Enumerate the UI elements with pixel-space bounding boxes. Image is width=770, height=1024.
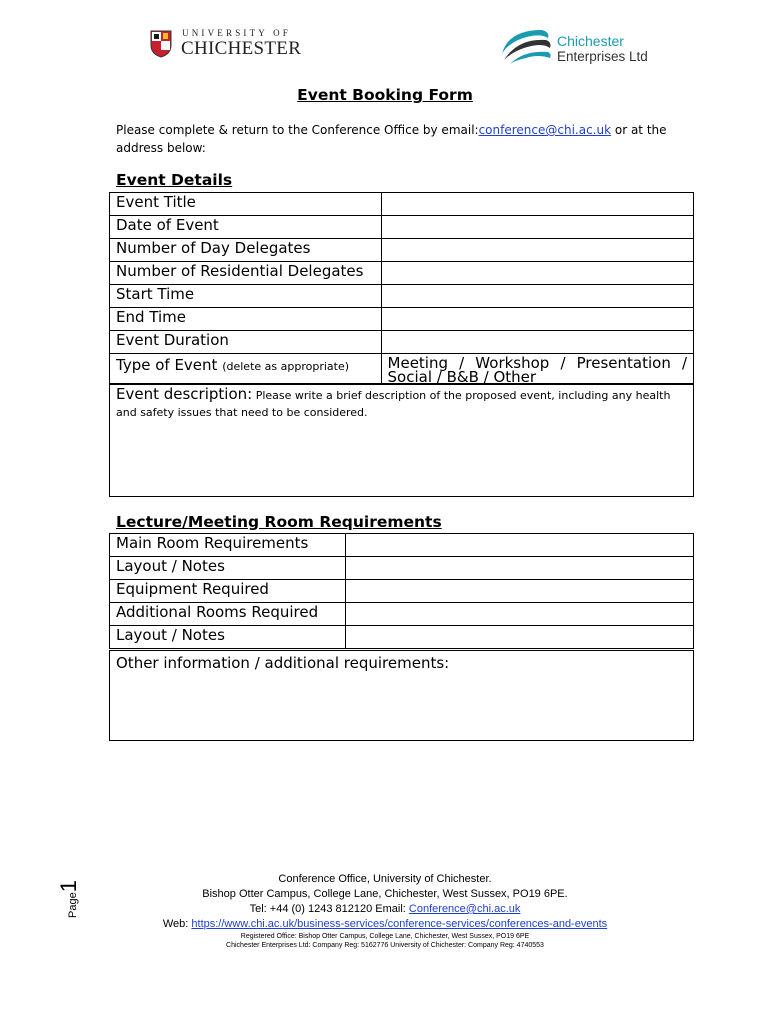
footer-line2: Bishop Otter Campus, College Lane, Chichester, West Sussex, PO19 6PE. <box>202 888 568 900</box>
footer-tel: Tel: +44 (0) 1243 812120 Email: <box>249 903 409 915</box>
footer-registered-office: Registered Office: Bishop Otter Campus, College Lane, Chichester, West Sussex, PO19 6PE <box>240 933 530 940</box>
main-layout-notes-field[interactable] <box>345 557 693 580</box>
type-label-text: Type of Event <box>116 356 218 374</box>
row-label: Event Title <box>110 193 382 216</box>
table-row <box>110 557 694 580</box>
row-label: Layout / Notes <box>110 557 346 580</box>
additional-layout-notes-field[interactable] <box>345 626 693 649</box>
table-row <box>110 580 694 603</box>
footer-company-reg: Chichester Enterprises Ltd: Company Reg: 5162776 University of Chichester: Company Reg: 4740553 <box>226 942 544 949</box>
row-label: Equipment Required <box>110 580 346 603</box>
row-label: Number of Day Delegates <box>110 239 382 262</box>
event-description-field[interactable] <box>109 383 694 497</box>
row-label: Date of Event <box>110 216 382 239</box>
table-row <box>110 262 694 285</box>
crest-icon <box>150 30 172 58</box>
swoosh-icon <box>498 24 554 66</box>
description-label: Event description: <box>116 385 253 403</box>
page-word: Page <box>67 892 79 918</box>
row-label: Number of Residential Delegates <box>110 262 382 285</box>
equipment-field[interactable] <box>345 580 693 603</box>
row-label: Main Room Requirements <box>110 534 346 557</box>
footer-web <box>160 917 610 932</box>
start-time-field[interactable] <box>381 285 693 308</box>
additional-rooms-field[interactable] <box>345 603 693 626</box>
table-row <box>110 193 694 216</box>
intro-paragraph <box>116 121 676 157</box>
table-row <box>110 308 694 331</box>
date-of-event-field[interactable] <box>381 216 693 239</box>
description-hint: Please write a brief description of the proposed event, including any health and safety issues that need to be considered. <box>116 389 671 419</box>
row-label: End Time <box>110 308 382 331</box>
table-row <box>110 626 694 649</box>
room-requirements-heading: Lecture/Meeting Room Requirements <box>116 513 442 531</box>
table-row <box>110 534 694 557</box>
university-logo <box>148 28 302 62</box>
footer-web-label: Web: <box>162 918 192 930</box>
form-title: Event Booking Form <box>297 86 473 104</box>
university-small-text: UNIVERSITY OF <box>182 28 292 38</box>
event-details-heading: Event Details <box>116 171 233 189</box>
table-row <box>110 331 694 354</box>
day-delegates-field[interactable] <box>381 239 693 262</box>
type-hint-text: (delete as appropriate) <box>222 360 350 373</box>
enterprises-name-line2: Enterprises Ltd <box>557 49 648 64</box>
row-label: Layout / Notes <box>110 626 346 649</box>
enterprises-logo <box>498 22 668 68</box>
footer-web-link[interactable]: https://www.chi.ac.uk/business-services/conference-services/conferences-and-events <box>191 918 608 930</box>
row-label: Start Time <box>110 285 382 308</box>
table-row <box>110 239 694 262</box>
table-row <box>110 216 694 239</box>
footer-line1: Conference Office, University of Chichester. <box>278 873 492 885</box>
event-details-table <box>109 192 694 385</box>
residential-delegates-field[interactable] <box>381 262 693 285</box>
enterprises-name-line1: Chichester <box>557 33 624 49</box>
intro-text: Please complete & return to the Conference Office by email: <box>116 123 479 137</box>
university-name: CHICHESTER <box>181 38 302 59</box>
event-title-field[interactable] <box>381 193 693 216</box>
table-row <box>110 285 694 308</box>
footer <box>160 872 610 950</box>
table-row <box>110 603 694 626</box>
type-of-event-options[interactable]: Meeting / Workshop / Presentation / Social / B&B / Other <box>381 354 693 385</box>
table-row <box>110 354 694 385</box>
row-label: Event Duration <box>110 331 382 354</box>
page-number: 1 <box>56 880 81 893</box>
other-information-label: Other information / additional requirements: <box>116 654 450 672</box>
type-of-event-label <box>110 354 382 385</box>
intro-text-end: or at the address below: <box>116 123 667 155</box>
page-indicator <box>56 858 96 918</box>
conference-email-link[interactable]: conference@chi.ac.uk <box>478 123 612 137</box>
end-time-field[interactable] <box>381 308 693 331</box>
room-requirements-table <box>109 533 694 649</box>
other-information-field[interactable] <box>109 650 694 741</box>
event-duration-field[interactable] <box>381 331 693 354</box>
main-room-field[interactable] <box>345 534 693 557</box>
footer-email-link[interactable]: Conference@chi.ac.uk <box>408 903 521 915</box>
footer-contact <box>160 902 610 917</box>
row-label: Additional Rooms Required <box>110 603 346 626</box>
event-description-prompt <box>110 384 693 423</box>
